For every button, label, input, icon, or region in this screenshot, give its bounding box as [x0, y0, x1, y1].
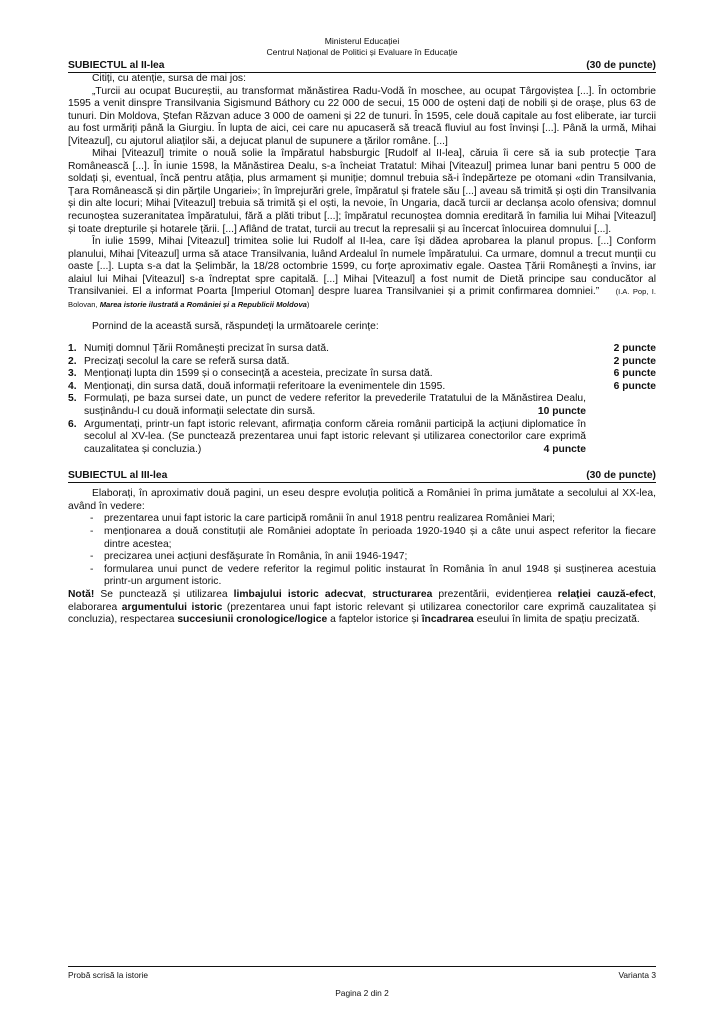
question-number: 3. [68, 368, 77, 380]
page-header [68, 36, 656, 58]
question-points-spacer [586, 419, 656, 457]
question-text: Menționați lupta din 1599 și o consecință a acesteia, precizate în sursa dată. [84, 368, 433, 380]
subject-3-title: SUBIECTUL al III-lea [68, 470, 168, 482]
instruction: Citiți, cu atenție, sursa de mai jos: [92, 73, 246, 84]
question-1 [68, 343, 656, 356]
dash-marker: - [90, 551, 94, 563]
question-text: Menționați, din sursa dată, două informații referitoare la evenimentele din 1595. [84, 380, 446, 392]
note-text: prezentării, evidențierea [432, 588, 558, 600]
question-5-text: Formulați, pe baza sursei date, un punct de vedere referitor la prevederile Tratatului de la Mănăstirea Dealu, susținându-l cu două informații selectate din sursă. [84, 393, 586, 417]
question-number: 4. [68, 380, 77, 392]
grading-note [68, 589, 656, 627]
requirement-text: precizarea unei acțiuni desfășurate în România, în anii 1946-1947; [104, 551, 408, 563]
note-bold: relației cauză-efect [557, 588, 654, 600]
question-text [84, 393, 586, 418]
subject-2-heading [68, 60, 656, 73]
subject-3-points: (30 de puncte) [586, 470, 656, 482]
source-text [68, 73, 656, 311]
exam-page [68, 36, 656, 627]
source-end: ) [306, 299, 310, 309]
question-number: 1. [68, 342, 77, 354]
question-6 [68, 419, 656, 457]
question-points: 4 puncte [543, 443, 586, 455]
question-text [84, 419, 586, 457]
question-points: 6 puncte [613, 368, 656, 380]
question-6-text: Argumentați, printr-un fapt istoric relevant, afirmația conform căreia românii participă la acțiuni diplomatice în secolul al XV-lea. (Se punctează prezentarea unui fapt istoric relevant și utilizarea conectorilor care exprimă cauzalitatea și concluzia.) [84, 418, 586, 455]
note-text: Se punctează și utilizarea [94, 588, 234, 600]
question-3 [68, 368, 656, 381]
essay-requirements [68, 513, 656, 589]
essay-intro: Elaborați, în aproximativ două pagini, un eseu despre evoluția politică a României în prima jumătate a secolului al XX-lea, având în vedere: [68, 488, 656, 512]
question-points: 6 puncte [613, 380, 656, 392]
note-text: , elaborarea [68, 588, 656, 613]
source-paragraph-2: Mihai [Viteazul] trimite o nouă solie la împăratul habsburgic [Rudolf al II-lea], căruia îi cere să ia sub protecție Țara Românească [...]. În iunie 1598, la Mănăstirea Dealu, s-a încheiat Tratatul: Mihai [Viteazul] primea lunar bani pentru 5 000 de soldați și, eventual, încă pentru atâția, plus armament și muniție; domnul trebuia să-i îndepărteze pe otomani «din Transilvania, Țara Românească și din părțile Ungariei»; în împrejurări grele, împăratul și fratele său [...] aveau să trimită și oști din Transilvania și din alte locuri; Mihai [Viteazul] trebuia să trimită și el oști, la nevoie, în Ungaria, dacă turcii ar declanșa acolo ofensiva; domnul recunoștea suzeranitatea împăratului, fără a plăti tribut [...]; împăratul recunoștea domnia ereditară în familia lui Mihai [Viteazul] și toate drepturile și hotarele țării. [...] Aflând de tratat, turcii au trecut la represalii și au încercat înlocuirea domnului [...]. [68, 148, 656, 235]
question-number: 2. [68, 355, 77, 367]
question-5 [68, 393, 656, 418]
note-bold: argumentului istoric [121, 601, 223, 613]
essay-section [68, 488, 656, 513]
source-paragraph-3-text: În iulie 1599, Mihai [Viteazul] trimitea solie lui Rudolf al II-lea, care își dădea aprobarea la planul propus. [...] Conform planului, Mihai [Viteazul] urma să atace Transilvania, luând Ardealul în numele împăratului. Ca urmare, domnul a trecut munții cu oaste [...]. Lupta s-a dat la Șelimbăr, la 18/28 octombrie 1599, cu forțe aproximativ egale. Oastea Țării Românești a învins, iar alaiul lui Mihai [Viteazul] s-a îndreptat spre capitală. [...] Mihai [Viteazul] a fost numit de Dietă principe sau conducător al Transilvaniei. El a informat Poarta [Imperiul Otoman] despre luarea Transilvaniei și a primit confirmarea domniei.” [68, 236, 656, 298]
source-paragraph-3 [68, 236, 656, 311]
requirement-text: formularea unui punct de vedere referitor la regimul politic instaurat în România în anul 1948 și susținerea acestuia printr-un argument istoric. [104, 563, 656, 588]
questions-prompt: Pornind de la această sursă, răspundeți la următoarele cerințe: [92, 321, 379, 333]
requirement-text: menționarea a două constituții ale României adoptate în perioada 1920-1940 și a câte unui aspect referitor la fiecare dintre acestea; [104, 526, 656, 550]
page-footer [68, 966, 656, 980]
requirement-text: prezentarea unui fapt istoric la care participă românii în anul 1918 pentru realizarea României Mari; [104, 513, 556, 525]
requirement-item [68, 551, 656, 564]
note-bold: succesiunii cronologice/logice [177, 614, 328, 626]
dash-marker: - [90, 563, 94, 575]
dash-marker: - [90, 526, 94, 538]
note-text: a faptelor istorice și [327, 614, 422, 626]
requirement-item [68, 564, 656, 589]
requirement-item [68, 526, 656, 551]
question-text: Numiți domnul Țării Românești precizat în sursa dată. [84, 342, 329, 354]
source-authors: (I.A. Pop, I. Bolovan, [68, 287, 656, 309]
note-label: Notă! [68, 588, 95, 600]
subject-2-points: (30 de puncte) [586, 60, 656, 71]
question-number: 5. [68, 393, 77, 405]
ministry-name: Ministerul Educației [324, 36, 400, 46]
center-name: Centrul Național de Politici și Evaluare în Educație [266, 47, 458, 57]
note-text: (prezentarea unui fapt istoric relevant și utilizarea conectorilor care exprimă cauzalitatea și concluzia), respectarea [68, 601, 656, 626]
subject-3-heading [68, 470, 656, 483]
footer-variant: Varianta 3 [618, 970, 656, 980]
subject-2-title: SUBIECTUL al II-lea [68, 60, 165, 71]
page-number: Pagina 2 din 2 [335, 988, 389, 998]
question-number: 6. [68, 418, 77, 430]
note-bold: structurarea [372, 588, 433, 600]
question-points: 2 puncte [613, 355, 656, 367]
source-title: Marea istorie ilustrată a României și a Republicii Moldova [99, 299, 307, 309]
question-points-spacer [586, 393, 656, 418]
question-points: 10 puncte [537, 405, 586, 417]
note-bold: încadrarea [421, 614, 474, 626]
dash-marker: - [90, 513, 94, 525]
question-points: 2 puncte [613, 342, 656, 354]
note-bold: limbajului istoric adecvat [233, 588, 364, 600]
footer-exam-name: Probă scrisă la istorie [68, 970, 149, 980]
note-text: , [363, 588, 373, 600]
question-4 [68, 381, 656, 394]
question-2 [68, 356, 656, 369]
requirement-item [68, 513, 656, 526]
source-paragraph-1: „Turcii au ocupat Bucureștii, au transformat mănăstirea Radu-Vodă în moschee, au ocupat Târgoviștea [...]. În octombrie 1595 a venit dinspre Transilvania Sigismund Báthory cu 22 000 de secui, 15 000 de oșteni dați de nobili și de orașe, plus 63 de tunuri. Din Moldova, Ștefan Răzvan aduce 3 000 de oameni și 22 de tunuri. În 1595, cele două capitale au fost eliberate, iar turcii au fost urmăriți până la Giurgiu. În lupta de aici, cei care nu apucaseră să treacă fluviul au fost învinși [...]. Până la urmă, Mihai [Viteazul], cu ajutorul aliaților săi, a dejucat planul de supunere a țărilor române. [...] [68, 85, 656, 147]
note-text: eseului în limita de spațiu precizată. [473, 614, 640, 626]
questions-list [68, 343, 656, 456]
question-text: Precizați secolul la care se referă sursa dată. [84, 355, 290, 367]
